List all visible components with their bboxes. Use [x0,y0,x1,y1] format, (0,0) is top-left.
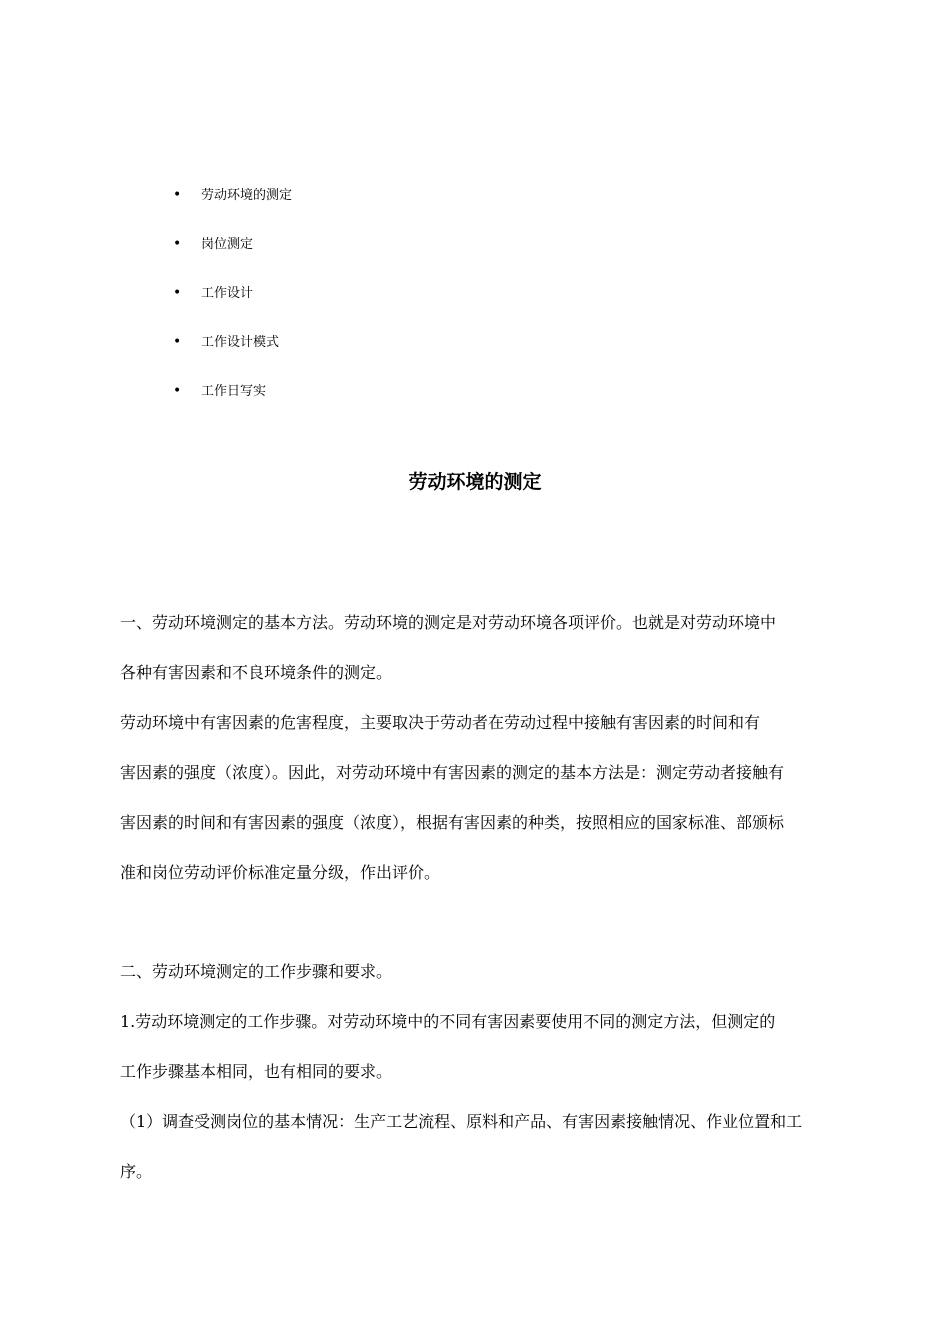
text-line: 害因素的强度（浓度）。因此，对劳动环境中有害因素的测定的基本方法是：测定劳动者接触有 [120,763,785,782]
toc-item-label[interactable]: 工作设计模式 [201,335,280,350]
section-title: 劳动环境的测定 [408,471,542,493]
text-line: 劳动环境中有害因素的危害程度，主要取决于劳动者在劳动过程中接触有害因素的时间和有 [120,713,761,732]
text-line: 一、劳动环境测定的基本方法。劳动环境的测定是对劳动环境各项评价。也就是对劳动环境中 [120,613,777,632]
bullet-icon: • [173,187,182,203]
text-line: 二、劳动环境测定的工作步骤和要求。 [120,962,393,981]
toc-item-label[interactable]: 工作设计 [201,286,254,301]
toc-item-label[interactable]: 劳动环境的测定 [201,188,293,203]
toc-item[interactable] [173,331,279,353]
text-line: 害因素的时间和有害因素的强度（浓度），根据有害因素的种类，按照相应的国家标准、部颁标 [120,813,785,832]
text-line: （1）调查受测岗位的基本情况：生产工艺流程、原料和产品、有害因素接触情况、作业位置和工 [120,1112,803,1131]
bullet-icon: • [173,236,182,252]
text-line: 序。 [120,1162,153,1181]
toc-item[interactable] [173,380,266,402]
bullet-icon: • [173,334,182,350]
text-line: 工作步骤基本相同，也有相同的要求。 [120,1062,393,1081]
toc-item-label[interactable]: 岗位测定 [201,237,254,252]
text-line: 各种有害因素和不良环境条件的测定。 [120,663,393,682]
paragraph-basic-method [120,598,832,698]
toc-item-label[interactable]: 工作日写实 [201,384,267,399]
toc-item[interactable] [173,184,292,206]
paragraph-step-1 [120,1097,832,1197]
bullet-icon: • [173,383,182,399]
bullet-icon: • [173,285,182,301]
toc-item[interactable] [173,282,253,304]
paragraph-steps-heading [120,947,832,997]
paragraph-hazard-degree [120,698,832,898]
toc-item[interactable] [173,233,253,255]
text-line: 准和岗位劳动评价标准定量分级，作出评价。 [120,863,441,882]
paragraph-steps [120,997,832,1097]
text-line: 1.劳动环境测定的工作步骤。对劳动环境中的不同有害因素要使用不同的测定方法，但测定的 [120,1012,776,1031]
